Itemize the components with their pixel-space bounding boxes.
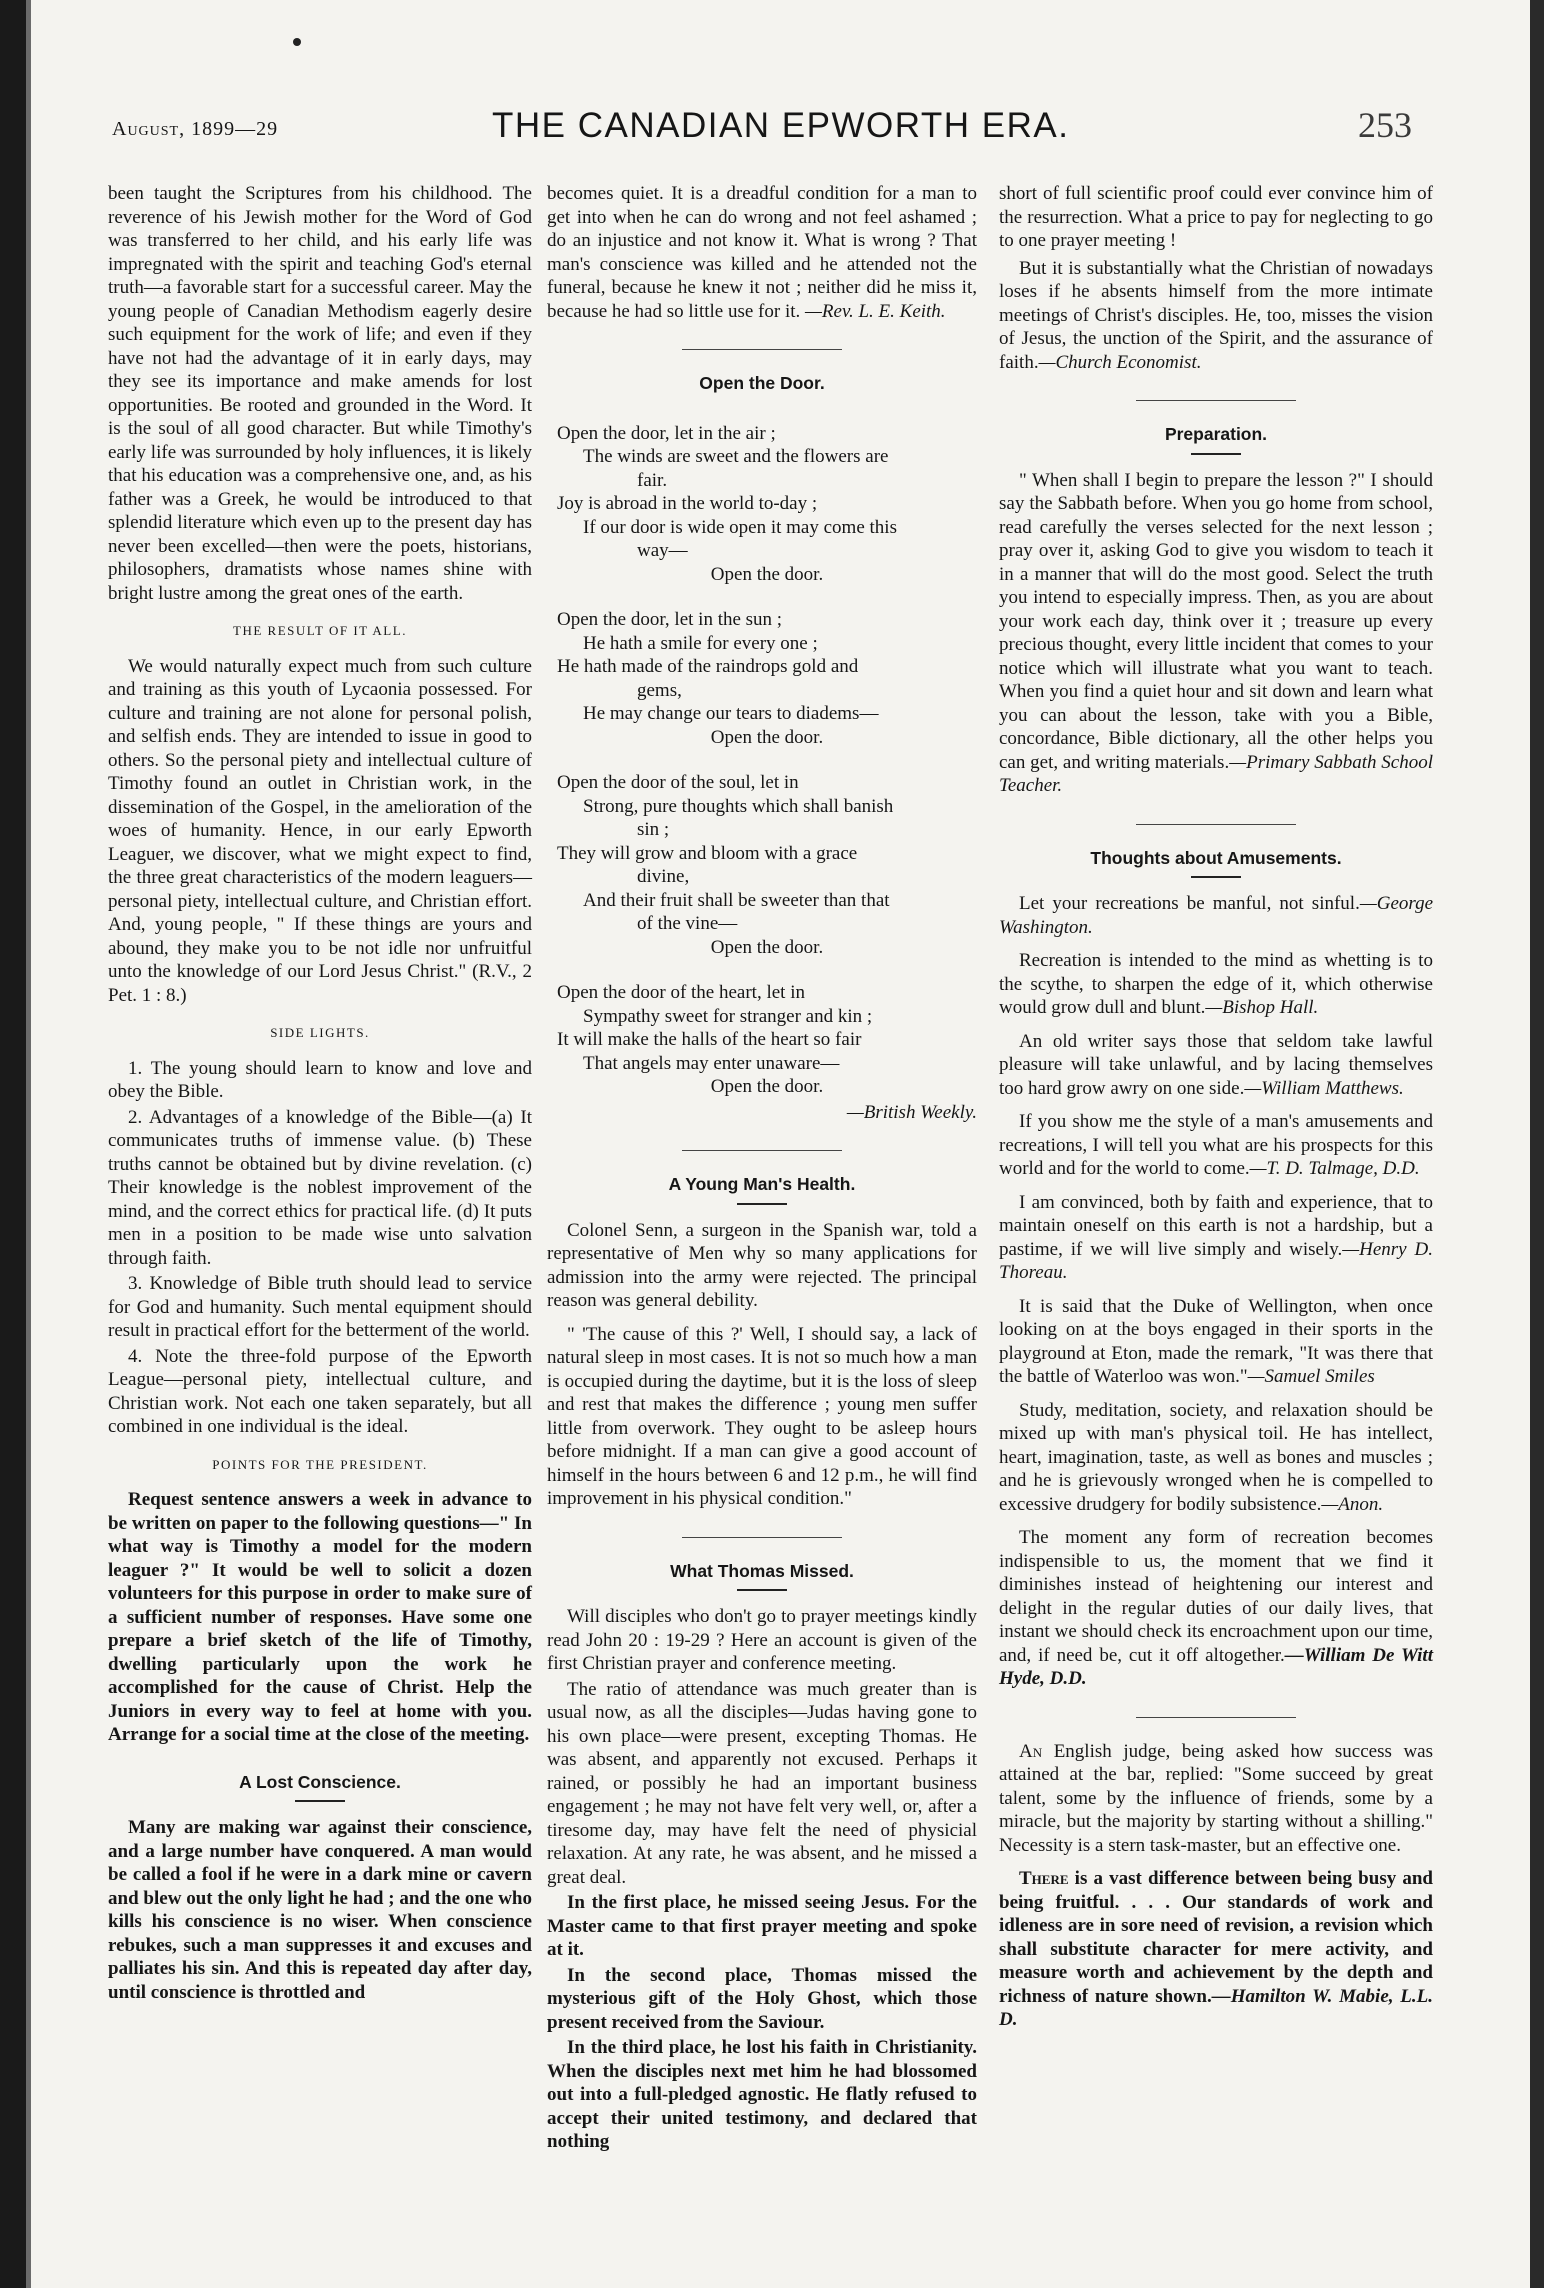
amusements-title: Thoughts about Amusements. xyxy=(1090,847,1342,868)
issue-date: August, 1899—29 xyxy=(112,118,279,140)
side-light-1: 1. The young should learn to know and love and obey the Bible. xyxy=(108,1057,532,1102)
points-paragraph: Request sentence answers a week in advance to be written on paper to the following questions—" In what way is Timothy a model for the modern leaguer ?" It would be well to solicit a dozen volunteers for this purpose in order to make sure of a sufficient number of responses. Have some one prepare a brief sketch of the life of Timothy, dwelling particularly upon the work he accomplished for the cause of Christ. Help the Juniors in every way to feel at home with you. Arrange for a social time at the close of the meeting. xyxy=(108,1489,532,1745)
title-rule xyxy=(295,1800,345,1802)
thomas-paragraph-5: In the third place, he lost his faith in Christianity. When the disciples next met him he had blossomed out into a full-pledged agnostic. He flatly refused to accept their united testimony, and declared that nothing xyxy=(547,2037,977,2152)
poem-stanza-4: Open the door of the heart, let in Sympathy sweet for stranger and kin ; It will make the halls of the heart so fair That angels may enter unaware— Open the door. xyxy=(557,982,873,1097)
timothy-paragraph: been taught the Scriptures from his childhood. The reverence of his Jewish mother for the Word of God was transferred to her child, and his early life was impregnated with the spirit and teaching God's eternal truth—a favorable start for a successful career. May the young people of Canadian Methodism eagerly desire such equipment for the work of life; and even if they have not had the advantage of it in early days, may they see its importance and make amends for lost opportunities. Be rooted and grounded in the Word. It is the soul of all good character. But while Timothy's early life was surrounded by holy influences, it is likely that his education was a comprehensive one, and, as his father was a Greek, he would be introduced to that splendid literature which even up to the present day has never been excelled—then were the poets, historians, philosophers, dramatists whose names shine with bright lustre among the great ones of the earth. xyxy=(108,183,532,604)
separator xyxy=(682,349,842,350)
open-door-signature: —British Weekly. xyxy=(846,1101,977,1123)
lost-conscience-title: A Lost Conscience. xyxy=(239,1771,401,1792)
amusement-quote-8: The moment any form of recreation becomes indispensible to us, the moment that we find it diminishes instead of heightening our interest and delight in the regular duties of our daily lives, that instant we should check its encroachment upon our time, and, if need be, cut it off altogether.—William De Witt Hyde, D.D. xyxy=(999,1527,1433,1689)
poem-stanza-1: Open the door, let in the air ; The winds are sweet and the flowers are fair. Joy is abroad in the world to-day ; If our door is wide open it may come this way— Open the door. xyxy=(557,422,897,585)
poem-stanza-3: Open the door of the soul, let in Strong, pure thoughts which shall banish sin ; They will grow and bloom with a grace divine, And their fruit shall be sweeter than that of the vine— Open the door. xyxy=(557,772,894,958)
page-number: 253 xyxy=(1358,105,1412,145)
page-edge-right xyxy=(1530,0,1544,2288)
points-heading: POINTS FOR THE PRESIDENT. xyxy=(212,1456,428,1472)
amusement-quote-2: Recreation is intended to the mind as whetting is to the scythe, to sharpen the edge of it, which otherwise would grow dull and blunt.—Bishop Hall. xyxy=(999,950,1433,1018)
thomas-signature: —Church Economist. xyxy=(1038,351,1202,373)
preparation-title: Preparation. xyxy=(1164,424,1268,444)
title-rule xyxy=(1191,876,1241,878)
mabie-signature: —Hamilton W. Mabie, L.L. D. xyxy=(999,1985,1434,2030)
open-door-title: Open the Door. xyxy=(699,373,825,393)
separator xyxy=(682,1150,842,1151)
preparation-signature: —Primary Sabbath School Teacher. xyxy=(999,751,1433,796)
page-edge-left xyxy=(0,0,26,2288)
amusement-quote-6: It is said that the Duke of Wellington, when once looking on at the boys engaged in their sports in the playground at Eton, made the remark, "It was there that the battle of Waterloo was won."—Samuel Smiles xyxy=(999,1295,1433,1387)
thomas-missed-title: What Thomas Missed. xyxy=(670,1560,854,1581)
lost-conscience-signature: —Rev. L. E. Keith. xyxy=(805,300,946,322)
amusement-quote-1: Let your recreations be manful, not sinful.—George Washington. xyxy=(999,893,1433,938)
amusement-quote-3: An old writer says those that seldom take lawful pleasure will take unlawful, and by lacing themselves too hard grow awry on one side.—William Matthews. xyxy=(999,1030,1433,1099)
thomas-paragraph-1: Will disciples who don't go to prayer meetings kindly read John 20 : 19-29 ? Here an account is given of the first Christian prayer and conference meeting. xyxy=(547,1606,977,1674)
open-door-poem xyxy=(557,422,977,1099)
health-paragraph-1: Colonel Senn, a surgeon in the Spanish war, told a representative of Men why so many applications for admission into the army were rejected. The principal reason was general debility. xyxy=(547,1219,977,1311)
title-rule xyxy=(737,1203,787,1205)
preparation-paragraph: " When shall I begin to prepare the lesson ?" I should say the Sabbath before. When you go home from school, read carefully the verses selected for the next lesson ; pray over it, asking God to give you wisdom to teach it in a manner that will do the most good. Select the truth you intend to especially impress. Then, as you are about your work each day, think over it ; treasure up every precious thought, every little incident that comes to your notice which will illustrate what you want to teach. When you find a quiet hour and sit down and learn what you can about the lesson, take with you a Bible, concordance, Bible dictionary, all the other helps you can get, and writing materials.—Primary Sabbath School Teacher. xyxy=(999,469,1433,796)
thomas-paragraph-2: The ratio of attendance was much greater than is usual now, as all the disciples—Judas having gone to his own place—were present, excepting Thomas. He was absent, and apparently not excused. Perhaps it rained, or possibly he had an important business engagement ; he may not have felt very well, or, after a tiresome day, may have felt the need of physicial relaxation. At any rate, he was absent, and he missed a great deal. xyxy=(547,1678,977,1888)
lost-conscience-continued: becomes quiet. It is a dreadful condition for a man to get into when he can do wrong and not feel ashamed ; do an injustice and not know it. What is wrong ? That man's conscience was killed and he attended not the funeral, because he knew it not ; neither did he miss it, because he had so little use for it. —Rev. L. E. Keith. xyxy=(547,183,977,322)
english-judge-paragraph: An English judge, being asked how success was attained at the bar, replied: "Some succeed by great talent, some by the influence of friends, some by a miracle, but the majority by starting without a shilling." Necessity is a stern task-master, but an effective one. xyxy=(999,1740,1433,1856)
young-man-health-title: A Young Man's Health. xyxy=(668,1174,856,1194)
health-paragraph-2: " 'The cause of this ?' Well, I should say, a lack of natural sleep in most cases. It is not so much how a man is occupied during the daytime, but it is the loss of sleep and rest that makes the difference ; young men suffer little from overwork. They ought to be asleep hours before midnight. If a man can give a good account of himself in the hours between 6 and 12 p.m., he will find improvement in his physical condition." xyxy=(547,1323,977,1509)
result-heading: THE RESULT OF IT ALL. xyxy=(233,623,407,638)
side-light-4: 4. Note the three-fold purpose of the Epworth League—personal piety, intellectual culture, and Christian work. Not each one taken separately, but all combined in one individual is the ideal. xyxy=(108,1345,532,1437)
side-lights-heading: SIDE LIGHTS. xyxy=(270,1025,370,1040)
page-header xyxy=(112,100,1412,160)
ink-dot xyxy=(293,38,301,46)
result-paragraph: We would naturally expect much from such culture and training as this youth of Lycaonia possessed. For culture and training are not alone for personal polish, and selfish ends. They are intended to issue in good to others. So the personal piety and intellectual culture of Timothy found an outlet in Christian work, in the dissemination of the Gospel, in the amelioration of the woes of humanity. Hence, in our early Epworth Leaguer, we discover, what we might expect to find, the three great characteristics of the modern leaguers—personal piety, intellectual culture, and Christian effort. And, young people, " If these things are yours and abound, they make you to be not idle nor unfruitful unto the knowledge of our Lord Jesus Christ." (R.V., 2 Pet. 1 : 8.) xyxy=(108,655,532,1006)
title-rule xyxy=(1191,453,1241,455)
column-right xyxy=(999,182,1433,2042)
side-light-2: 2. Advantages of a knowledge of the Bible—(a) It communicates truths of immense value. (b) These truths cannot be obtained but by divine revelation. (c) Their knowledge is the noblest improvement of the mind, and the correct ethics for practical life. (d) It puts men in a position to be made wise unto salvation through faith. xyxy=(108,1106,532,1269)
poem-stanza-2: Open the door, let in the sun ; He hath a smile for every one ; He hath made of the raindrops gold and gems, He may change our tears to diadems— Open the door. xyxy=(557,609,879,748)
amusement-quote-5: I am convinced, both by faith and experience, that to maintain oneself on this earth is not a hardship, but a pastime, if we will live simply and wisely.—Henry D. Thoreau. xyxy=(999,1191,1433,1283)
column-left xyxy=(108,182,532,2014)
busy-fruitful-paragraph: There is a vast difference between being busy and being fruitful. . . . Our standards of work and idleness are in sore need of revision, a revision which shall substitute character for mere activity, and measure worth and achievement by the depth and richness of nature shown.—Hamilton W. Mabie, L.L. D. xyxy=(999,1868,1434,2030)
lost-conscience-paragraph: Many are making war against their conscience, and a large number have conquered. A man would be called a fool if he were in a dark mine or cavern and blew out the only light he had ; and the one who kills his conscience is no wiser. When conscience rebukes, such a man suppresses it and excuses and palliates his sin. And this is repeated day after day, until conscience is throttled and xyxy=(108,1817,532,2003)
separator xyxy=(1136,1717,1296,1718)
column-middle xyxy=(547,182,977,2164)
separator xyxy=(1136,400,1296,401)
separator xyxy=(1136,824,1296,825)
thomas-paragraph-4: In the second place, Thomas missed the mysterious gift of the Holy Ghost, which those present received from the Saviour. xyxy=(547,1964,977,2033)
masthead-title: THE CANADIAN EPWORTH ERA. xyxy=(492,106,1070,145)
thomas-continued: short of full scientific proof could ever convince him of the resurrection. What a price to pay for neglecting to go to one prayer meeting ! xyxy=(999,183,1433,251)
page-edge-shadow xyxy=(26,0,31,2288)
side-light-3: 3. Knowledge of Bible truth should lead to service for God and humanity. Such mental equipment should result in practical effort for the betterment of the world. xyxy=(108,1273,532,1341)
amusement-quote-4: If you show me the style of a man's amusements and recreations, I will tell you what are his prospects for this world and for the world to come.—T. D. Talmage, D.D. xyxy=(999,1111,1433,1179)
amusement-quote-7: Study, meditation, society, and relaxation should be mixed up with man's physical toil. He has intellect, heart, imagination, taste, as well as bones and muscles ; and he is grievously wronged when he is compelled to excessive drudgery for bodily subsistence.—Anon. xyxy=(999,1399,1433,1515)
title-rule xyxy=(737,1589,787,1591)
separator xyxy=(682,1537,842,1538)
thomas-paragraph-3: In the first place, he missed seeing Jesus. For the Master came to that first prayer meeting and spoke at it. xyxy=(547,1892,977,1960)
thomas-paragraph-6: But it is substantially what the Christian of nowadays loses if he absents himself from the more intimate meetings of Christ's disciples. He, too, misses the vision of Jesus, the unction of the Spirit, and the assurance of faith.—Church Economist. xyxy=(999,257,1433,373)
